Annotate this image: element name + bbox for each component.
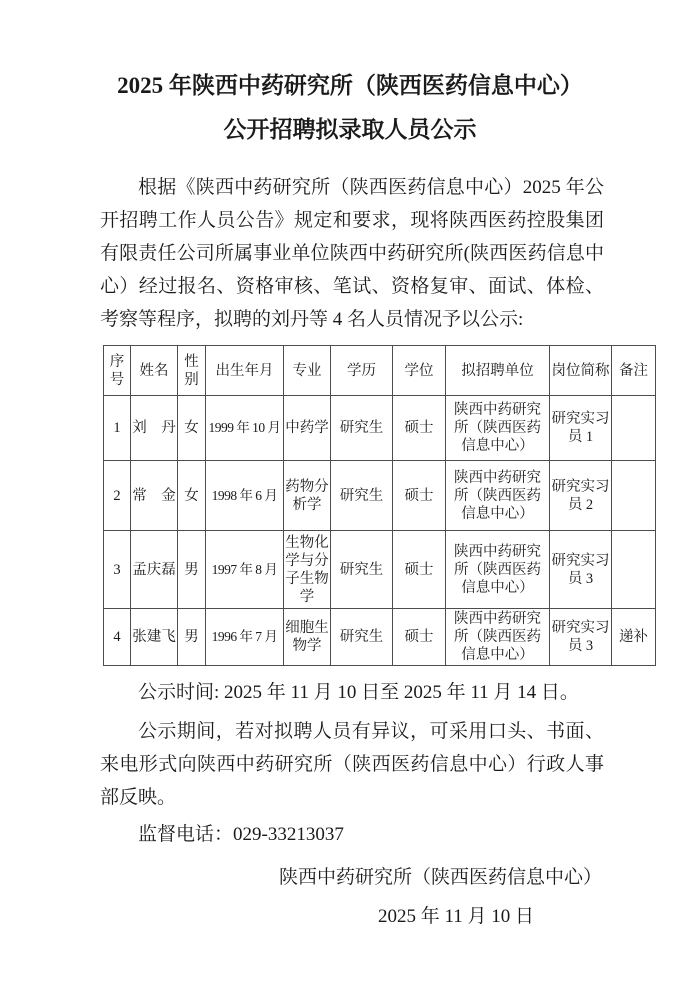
cell-name: 张建飞 [131,609,178,666]
table-header-row [104,346,656,396]
cell-education: 研究生 [331,396,393,461]
cell-name: 孟庆磊 [131,531,178,609]
cell-seq: 1 [104,396,131,461]
signature-org: 陕西中药研究所（陕西医药信息中心） [278,867,602,888]
cell-education: 研究生 [331,461,393,531]
cell-employer: 陕西中药研究所（陕西医药信息中心） [446,609,550,666]
signature-date: 2025 年 11 月 10 日 [377,906,534,927]
table-row [104,531,656,609]
cell-gender: 男 [178,531,206,609]
objection-paragraph: 公示期间，若对拟聘人员有异议，可采用口头、书面、来电形式向陕西中药研究所（陕西医药信息中心）行政人事部反映。 [100,721,604,808]
cell-major: 药物分析学 [284,461,331,531]
cell-education: 研究生 [331,609,393,666]
doc-title-line1: 2025 年陕西中药研究所（陕西医药信息中心） [117,73,583,98]
col-header-gender: 性别 [178,346,206,396]
cell-gender: 女 [178,461,206,531]
cell-note [612,531,656,609]
cell-employer: 陕西中药研究所（陕西医药信息中心） [446,396,550,461]
cell-name: 刘 丹 [131,396,178,461]
cell-note [612,461,656,531]
cell-seq: 2 [104,461,131,531]
cell-education: 研究生 [331,531,393,609]
cell-birth: 1999 年 10 月 [206,396,284,461]
col-header-employer: 拟招聘单位 [446,346,550,396]
cell-note [612,396,656,461]
cell-birth: 1998 年 6 月 [206,461,284,531]
cell-employer: 陕西中药研究所（陕西医药信息中心） [446,461,550,531]
col-header-note: 备注 [612,346,656,396]
cell-position: 研究实习员 3 [550,609,612,666]
cell-position: 研究实习员 1 [550,396,612,461]
table-row [104,609,656,666]
cell-birth: 1997 年 8 月 [206,531,284,609]
col-header-position: 岗位简称 [550,346,612,396]
cell-seq: 4 [104,609,131,666]
cell-major: 中药学 [284,396,331,461]
recruitment-table [103,345,656,666]
cell-gender: 男 [178,609,206,666]
intro-paragraph: 根据《陕西中药研究所（陕西医药信息中心）2025 年公开招聘工作人员公告》规定和要求，现将陕西医药控股集团有限责任公司所属事业单位陕西中药研究所(陕西医药信息中心）经过报名、资格审核、笔试、资格复审、面试、体检、考察等程序，拟聘的刘丹等 4 名人员情况予以公示: [100,177,604,330]
supervision-phone-line: 监督电话：029-33213037 [138,824,344,845]
col-header-degree: 学位 [393,346,446,396]
cell-position: 研究实习员 3 [550,531,612,609]
col-header-education: 学历 [331,346,393,396]
cell-birth: 1996 年 7 月 [206,609,284,666]
col-header-seq: 序号 [104,346,131,396]
table-row [104,396,656,461]
col-header-birth: 出生年月 [206,346,284,396]
publicity-period-line: 公示时间: 2025 年 11 月 10 日至 2025 年 11 月 14 日。 [138,682,579,703]
cell-major: 生物化学与分子生物学 [284,531,331,609]
cell-degree: 硕士 [393,531,446,609]
cell-employer: 陕西中药研究所（陕西医药信息中心） [446,531,550,609]
cell-note: 递补 [612,609,656,666]
col-header-major: 专业 [284,346,331,396]
cell-position: 研究实习员 2 [550,461,612,531]
doc-title-line2: 公开招聘拟录取人员公示 [223,117,477,142]
document-title [0,64,700,152]
cell-degree: 硕士 [393,609,446,666]
cell-degree: 硕士 [393,396,446,461]
col-header-name: 姓名 [131,346,178,396]
cell-major: 细胞生物学 [284,609,331,666]
cell-degree: 硕士 [393,461,446,531]
cell-seq: 3 [104,531,131,609]
cell-gender: 女 [178,396,206,461]
cell-name: 常 金 [131,461,178,531]
table-row [104,461,656,531]
